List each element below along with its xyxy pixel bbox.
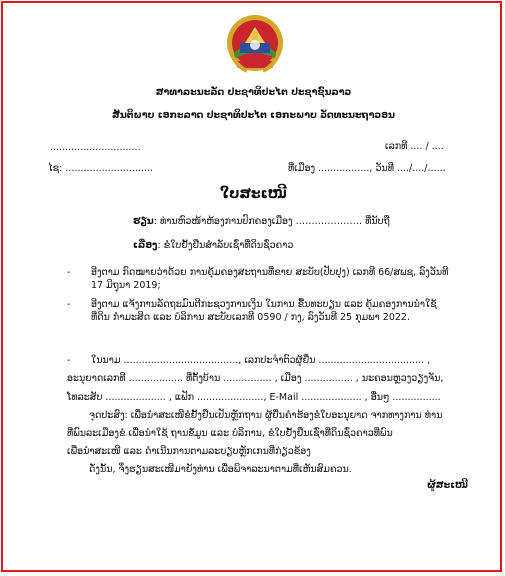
purpose-line: ທີ່ພົນລະເມືອງຂໍ ເພື່ອນຳໃຊ້ ຖານຂໍ້ມູນ ແລະ ບໍລິການ, ຂໍໃບຢັ້ງຢືນເຊົ່າທີ່ດິນຊົ່ວຄາວທີ່ພົນ [67,428,393,439]
bullet-dash: - [67,267,71,278]
to-label: ຮຽນ [133,216,154,227]
country-title: ສາທາລະນະລັດ ປະຊາທິປະໄຕ ປະຊາຊົນລາວ [155,87,352,98]
recipient-field: ໄຊ: ............................. [48,163,153,174]
applicant-line: ໃນນາມ ......................................, ເລກປະຈຳຕົວຜູ້ຍື່ນ ................................... , [91,355,431,366]
lao-emblem-icon [225,13,285,75]
document-page [1,1,502,572]
subject-label: ເລື່ອງ [133,240,158,251]
to-line [133,216,390,228]
document-title: ໃບສະເໜີ [220,186,287,202]
org-name-field: .............................. [50,142,141,153]
purpose-line: ຈຸດປະສົງ: ເພື່ອນຳສະເໜີຂໍຢັ້ງຢືນເປັນຫຼັກຖານ ຜູ້ຍື່ນຄຳຮ້ອງຂໍໃບອະນຸຍາດ ຈາກທາງການ ທ່ານ [89,410,443,421]
place-date: ທີ່ເມືອງ ................., ວັນທີ ..../..../...... [288,163,446,174]
subject-text: : ຂໍໃບຢັ້ງຢືນສຳລັບເຊົ່າທີ່ດິນຊົ່ວຄາວ [157,240,294,251]
contact-line: ໂທລະສັບ .................... , ແຟັກ ......................, E-Mail .................... , ອື່ນໆ ................ [67,392,441,403]
document-number: ເລກທີ .... / .... [385,141,444,152]
country-motto: ສັນຕິພາບ ເອກະລາດ ປະຊາທິປະໄຕ ເອກະພາບ ວັດທະນະຖາວອນ [112,110,395,121]
subject-line [133,240,293,252]
purpose-line: ເພື່ອນຳສະເໜີ ແລະ ດຳເນີນການຕາມລະບຽບຫຼັກເກນທີ່ກ່ຽວຂ້ອງ [67,446,311,457]
reference-item: ອີງຕາມ ກົດໝາຍວ່າດ້ວຍ ການຄຸ້ມຄອງສະຖານທີ່ຂາຍ ສະບັບ(ປັບປຸງ) ເລກທີ 66/ສພຊ, ລົງວັນທີ 17 ມິຖຸນາ 2019; [91,267,449,291]
signature-label: ຜູ້ສະເໜີ [427,480,469,491]
bullet-dash: - [67,355,71,366]
to-text: : ທ່ານຫົວໜ້າຫ້ອງການປົກຄອງເມືອງ ………………… ທີ່ນັບຖື [153,216,390,227]
license-line: ອະນຸຍາດເລກທີ .................. ທີ່ຕັ້ງບ້ານ ................ , ເມືອງ ................ , ນະຄອນຫຼວງວຽງຈັນ, [67,373,444,384]
closing-line: ດັ່ງນັ້ນ, ຈຶ່ງຮຽນສະເໜີມາຍັງທ່ານ ເພື່ອພິຈາລະນາຕາມທີ່ເຫັນສົມຄວນ. [89,464,352,475]
bullet-dash: - [67,299,71,310]
reference-item: ອີງຕາມ ແຈ້ງການລັດຖະມົນຕີກະຊວງການເງິນ ໃນການ ຂື້ນທະບຽນ ແລະ ຄຸ້ມຄອງການນຳໃຊ້ ທີ່ດິນ ກຳມະສິດ ແລະ ບໍລິການ ສະບັບເລກທີ 0590 / ກງ, ລົງວັນທີ 25 ກຸມພາ 2022. [91,299,437,323]
